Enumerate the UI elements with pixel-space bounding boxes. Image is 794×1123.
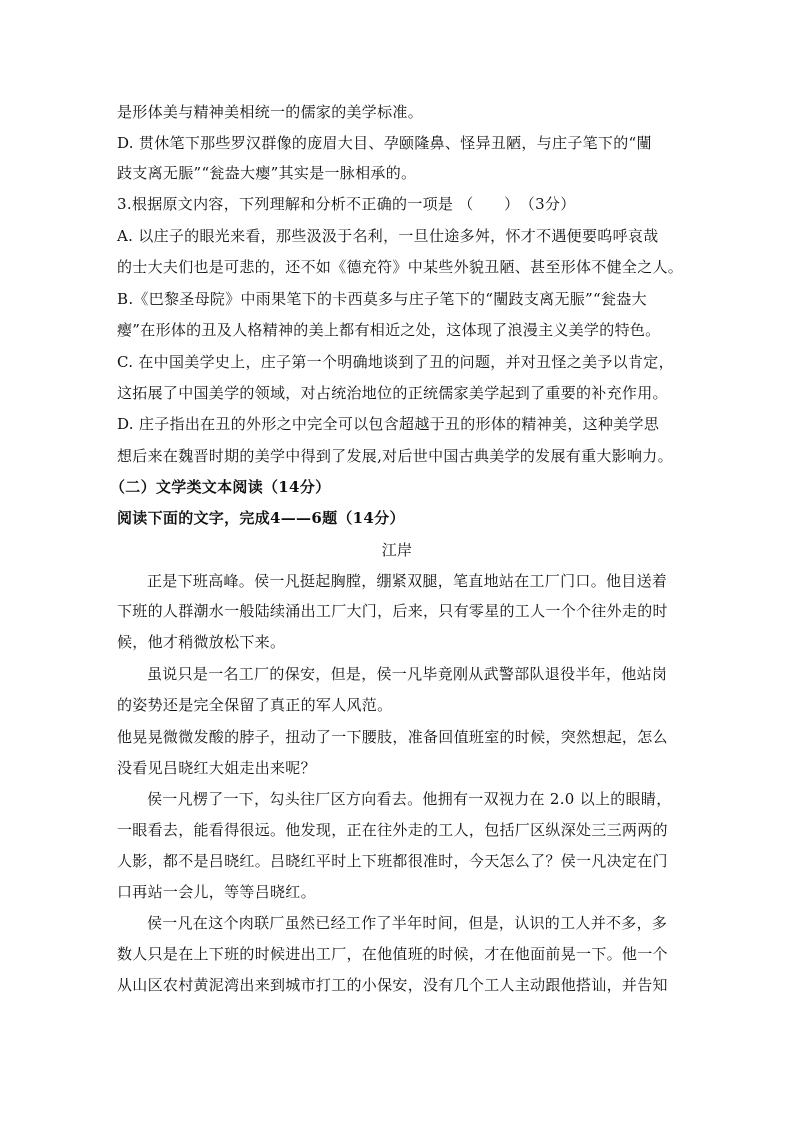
option-a-line: A. 以庄子的眼光来看，那些汲汲于名利，一旦仕途多舛，怀才不遇便要呜呼哀哉 bbox=[117, 227, 659, 245]
section-heading: （二）文学类文本阅读（14分） bbox=[110, 478, 331, 496]
paragraph-line: 侯一凡在这个肉联厂虽然已经工作了半年时间，但是，认识的工人并不多，多 bbox=[147, 914, 668, 932]
paragraph-line: 口再站一会儿，等等吕晓红。 bbox=[117, 883, 316, 901]
paragraph-line: 从山区农村黄泥湾出来到城市打工的小保安，没有几个工人主动跟他搭讪，并告知 bbox=[117, 976, 668, 994]
text-line: 的士大夫们也是可悲的，还不如《德充符》中某些外貌丑陋、甚至形体不健全之人。 bbox=[117, 258, 684, 276]
paragraph-line: 的姿势还是完全保留了真正的军人风范。 bbox=[117, 696, 393, 714]
text-line: 跂支离无脤”“瓮盎大瘿”其实是一脉相承的。 bbox=[117, 164, 417, 182]
paragraph-line: 正是下班高峰。侯一凡挺起胸膛，绷紧双腿，笔直地站在工厂门口。他目送着 bbox=[147, 572, 668, 590]
text-line: 想后来在魏晋时期的美学中得到了发展,对后世中国古典美学的发展有重大影响力。 bbox=[117, 447, 673, 465]
instruction-heading: 阅读下面的文字，完成4——6题（14分） bbox=[117, 509, 405, 527]
paragraph-line: 下班的人群潮水一般陆续涌出工厂大门，后来，只有零星的工人一个个往外走的时 bbox=[117, 602, 668, 620]
paragraph-line: 没看见吕晓红大姐走出来呢？ bbox=[117, 759, 316, 777]
paragraph-line: 他晃晃微微发酸的脖子，扭动了一下腰肢，准备回值班室的时候，突然想起，怎么 bbox=[117, 728, 668, 746]
text-line: 瘿”在形体的丑及人格精神的美上都有相近之处，这体现了浪漫主义美学的特色。 bbox=[117, 321, 661, 339]
text-line: 这拓展了中国美学的领域，对占统治地位的正统儒家美学起到了重要的补充作用。 bbox=[117, 384, 668, 402]
paragraph-line: 虽说只是一名工厂的保安，但是，侯一凡毕竟刚从武警部队退役半年，他站岗 bbox=[147, 665, 668, 683]
paragraph-line: 人影，都不是吕晓红。吕晓红平时上下班都很准时，今天怎么了？侯一凡决定在门 bbox=[117, 852, 668, 870]
option-c-line: C. 在中国美学史上，庄子第一个明确地谈到了丑的问题，并对丑怪之美予以肯定， bbox=[117, 353, 674, 371]
option-d-line: D. 贯休笔下那些罗汉群像的庞眉大目、孕颐隆鼻、怪异丑陋，与庄子笔下的“闉 bbox=[117, 134, 652, 152]
story-title: 江岸 bbox=[381, 541, 413, 559]
option-d-line: D. 庄子指出在丑的外形之中完全可以包含超越于丑的形体的精神美，这种美学思 bbox=[117, 415, 660, 433]
paragraph-line: 候，他才稍微放松下来。 bbox=[117, 633, 286, 651]
paragraph-line: 一眼看去，能看得很远。他发现，正在往外走的工人，包括厂区纵深处三三两两的 bbox=[117, 821, 668, 839]
paragraph-line: 数人只是在上下班的时候进出工厂，在他值班的时候，才在他面前晃一下。他一个 bbox=[117, 945, 668, 963]
question-3: 3.根据原文内容，下列理解和分析不正确的一项是 （ ） （3分） bbox=[117, 195, 576, 213]
option-b-line: B.《巴黎圣母院》中雨果笔下的卡西莫多与庄子笔下的“闉跂支离无脤”“瓮盎大 bbox=[117, 290, 647, 308]
text-line: 是形体美与精神美相统一的儒家的美学标准。 bbox=[117, 103, 424, 121]
paragraph-line: 侯一凡楞了一下，勾头往厂区方向看去。他拥有一双视力在 2.0 以上的眼睛， bbox=[147, 790, 672, 808]
